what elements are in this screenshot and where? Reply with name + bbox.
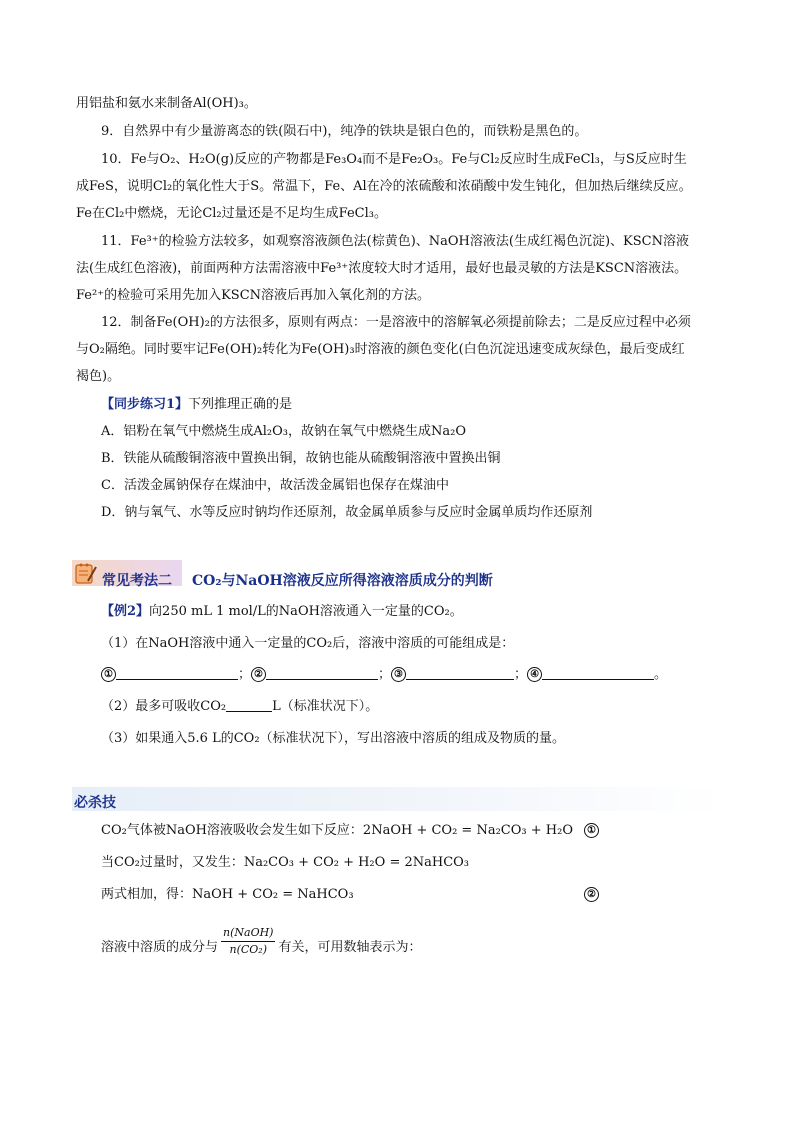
practice-tag: 【同步练习1】 [101, 397, 189, 412]
paragraph-10-line-1: 10．Fe与O₂、H₂O(g)反应的产物都是Fe₃O₄而不是Fe₂O₃。Fe与Cl₂反应时生成FeCl₃，与S反应时生 [101, 152, 687, 167]
skill-line-4 [101, 926, 422, 964]
example-2-q2 [101, 698, 378, 715]
fraction-numerator: n(NaOH) [221, 925, 275, 942]
equation-mark-2-wrap [584, 887, 599, 903]
blank-mark-4: ④ [527, 667, 542, 682]
blank-separator-2: ； [378, 667, 392, 682]
q2-suffix: L（标准状况下）。 [272, 699, 379, 714]
equation-mark-1-wrap [584, 823, 599, 839]
paragraph-12-line-3: 褐色)。 [76, 369, 121, 384]
practice-option-c: C．活泼金属钠保存在煤油中，故活泼金属铝也保存在煤油中 [101, 478, 449, 493]
paragraph-10-line-2: 成FeS，说明Cl₂的氧化性大于S。常温下，Fe、Al在冷的浓硫酸和浓硝酸中发生钝化，但加热后继续反应。 [76, 179, 692, 194]
blank-mark-3: ③ [391, 667, 406, 682]
practice-stem: 下列推理正确的是 [188, 397, 293, 412]
section-topic: CO₂与NaOH溶液反应所得溶液溶质成分的判断 [192, 573, 493, 589]
skill-header-bar [72, 787, 722, 811]
equation-mark-1: ① [584, 823, 599, 838]
notepad-icon [74, 561, 98, 585]
ratio-fraction [221, 925, 275, 958]
section-title [102, 570, 493, 590]
skill-line-4-prefix: 溶液中溶质的成分与 [101, 940, 219, 955]
blank-mark-1: ① [101, 667, 116, 682]
answer-blank-2[interactable] [266, 666, 378, 680]
example-tag: 【例2】 [101, 604, 150, 619]
example-2-q1: （1）在NaOH溶液中通入一定量的CO₂后，溶液中溶质的可能组成是： [101, 636, 515, 651]
blank-separator-3: ； [514, 667, 528, 682]
example-2-blanks [101, 666, 667, 683]
skill-title: 必杀技 [74, 795, 116, 811]
example-2-stem [101, 604, 463, 620]
paragraph-11-line-1: 11．Fe³⁺的检验方法较多，如观察溶液颜色法(棕黄色)、NaOH溶液法(生成红褐色沉淀)、KSCN溶液 [101, 234, 689, 249]
blank-separator-1: ； [238, 667, 252, 682]
paragraph-10-line-3: Fe在Cl₂中燃烧，无论Cl₂过量还是不足均生成FeCl₃。 [76, 206, 387, 221]
answer-blank-4[interactable] [542, 666, 654, 680]
practice-option-b: B．铁能从硫酸铜溶液中置换出铜，故钠也能从硫酸铜溶液中置换出铜 [101, 451, 501, 466]
practice-option-d: D．钠与氧气、水等反应时钠均作还原剂，故金属单质参与反应时金属单质均作还原剂 [101, 505, 593, 520]
skill-line-1: CO₂气体被NaOH溶液吸收会发生如下反应：2NaOH + CO₂ = Na₂CO₃ + H₂O [101, 823, 573, 838]
paragraph-12-line-1: 12．制备Fe(OH)₂的方法很多，原则有两点：一是溶液中的溶解氧必须提前除去；二是反应过程中必须 [101, 315, 691, 330]
example-stem-text: 向250 mL 1 mol/L的NaOH溶液通入一定量的CO₂。 [149, 604, 463, 619]
answer-blank-1[interactable] [116, 666, 238, 680]
section-label: 常见考法二 [102, 573, 172, 589]
paragraph-11-line-2: 法(生成红色溶液)，前面两种方法需溶液中Fe³⁺浓度较大时才适用，最好也最灵敏的方法是KSCN溶液法。 [76, 261, 688, 276]
answer-blank-q2[interactable] [226, 698, 272, 712]
answer-blank-3[interactable] [406, 666, 514, 680]
q2-prefix: （2）最多可吸收CO₂ [101, 699, 227, 714]
skill-line-4-suffix: 有关，可用数轴表示为： [278, 940, 422, 955]
example-2-q3: （3）如果通入5.6 L的CO₂（标准状况下），写出溶液中溶质的组成及物质的量。 [101, 731, 566, 746]
skill-line-2: 当CO₂过量时，又发生：Na₂CO₃ + CO₂ + H₂O = 2NaHCO₃ [101, 855, 470, 870]
skill-line-3: 两式相加，得：NaOH + CO₂ = NaHCO₃ [101, 887, 354, 902]
paragraph-8-tail: 用铝盐和氨水来制备Al(OH)₃。 [76, 96, 257, 111]
paragraph-11-line-3: Fe²⁺的检验可采用先加入KSCN溶液后再加入氧化剂的方法。 [76, 288, 431, 303]
practice-question [101, 397, 292, 413]
paragraph-12-line-2: 与O₂隔绝。同时要牢记Fe(OH)₂转化为Fe(OH)₃时溶液的颜色变化(白色沉淀迅速变成灰绿色，最后变成红 [76, 342, 685, 357]
practice-option-a: A．铝粉在氧气中燃烧生成Al₂O₃，故钠在氧气中燃烧生成Na₂O [101, 424, 467, 439]
fraction-denominator: n(CO₂) [229, 943, 267, 956]
equation-mark-2: ② [584, 887, 599, 902]
paragraph-9: 9．自然界中有少量游离态的铁(陨石中)，纯净的铁块是银白色的，而铁粉是黑色的。 [101, 124, 588, 139]
blank-mark-2: ② [251, 667, 266, 682]
blanks-end: 。 [654, 667, 668, 682]
